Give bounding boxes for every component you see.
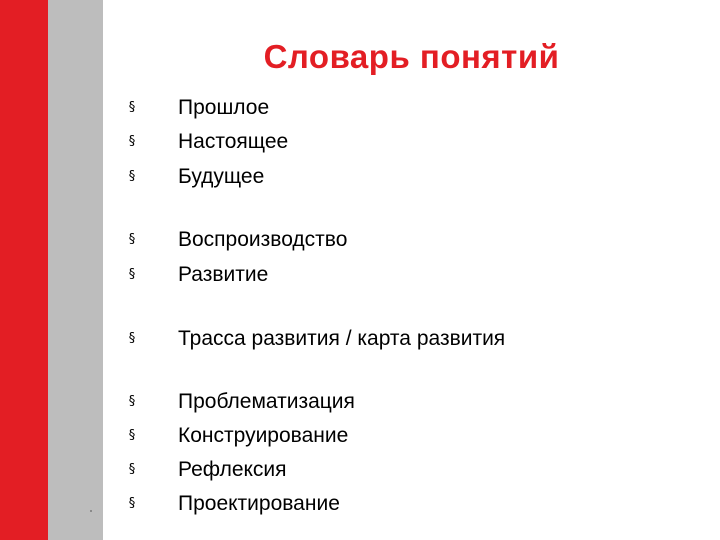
list-item-label: Трасса развития / карта развития xyxy=(178,327,506,350)
left-gray-stripe xyxy=(48,0,103,540)
list-item-label: Воспроизводство xyxy=(178,228,348,251)
list-item-label: Развитие xyxy=(178,263,269,286)
list-item-label: Настоящее xyxy=(178,130,289,153)
decorative-dot xyxy=(90,510,92,512)
list-item-label: Проблематизация xyxy=(178,390,355,413)
list-item-label: Будущее xyxy=(178,165,265,188)
bullet-icon: § xyxy=(128,394,136,409)
list-item-label: Прошлое xyxy=(178,96,270,119)
bullet-icon: § xyxy=(128,496,136,511)
bullet-icon: § xyxy=(128,267,136,282)
list-item-label: Проектирование xyxy=(178,492,340,515)
bullet-icon: § xyxy=(128,331,136,346)
left-red-stripe xyxy=(0,0,48,540)
bullet-icon: § xyxy=(128,428,136,443)
bullet-icon: § xyxy=(128,462,136,477)
bullet-icon: § xyxy=(128,232,136,247)
bullet-icon: § xyxy=(128,134,136,149)
slide-title: Словарь понятий xyxy=(263,38,560,75)
bullet-icon: § xyxy=(128,169,136,184)
list-item-label: Рефлексия xyxy=(178,458,287,481)
bullet-icon: § xyxy=(128,100,136,115)
list-item-label: Конструирование xyxy=(178,424,349,447)
